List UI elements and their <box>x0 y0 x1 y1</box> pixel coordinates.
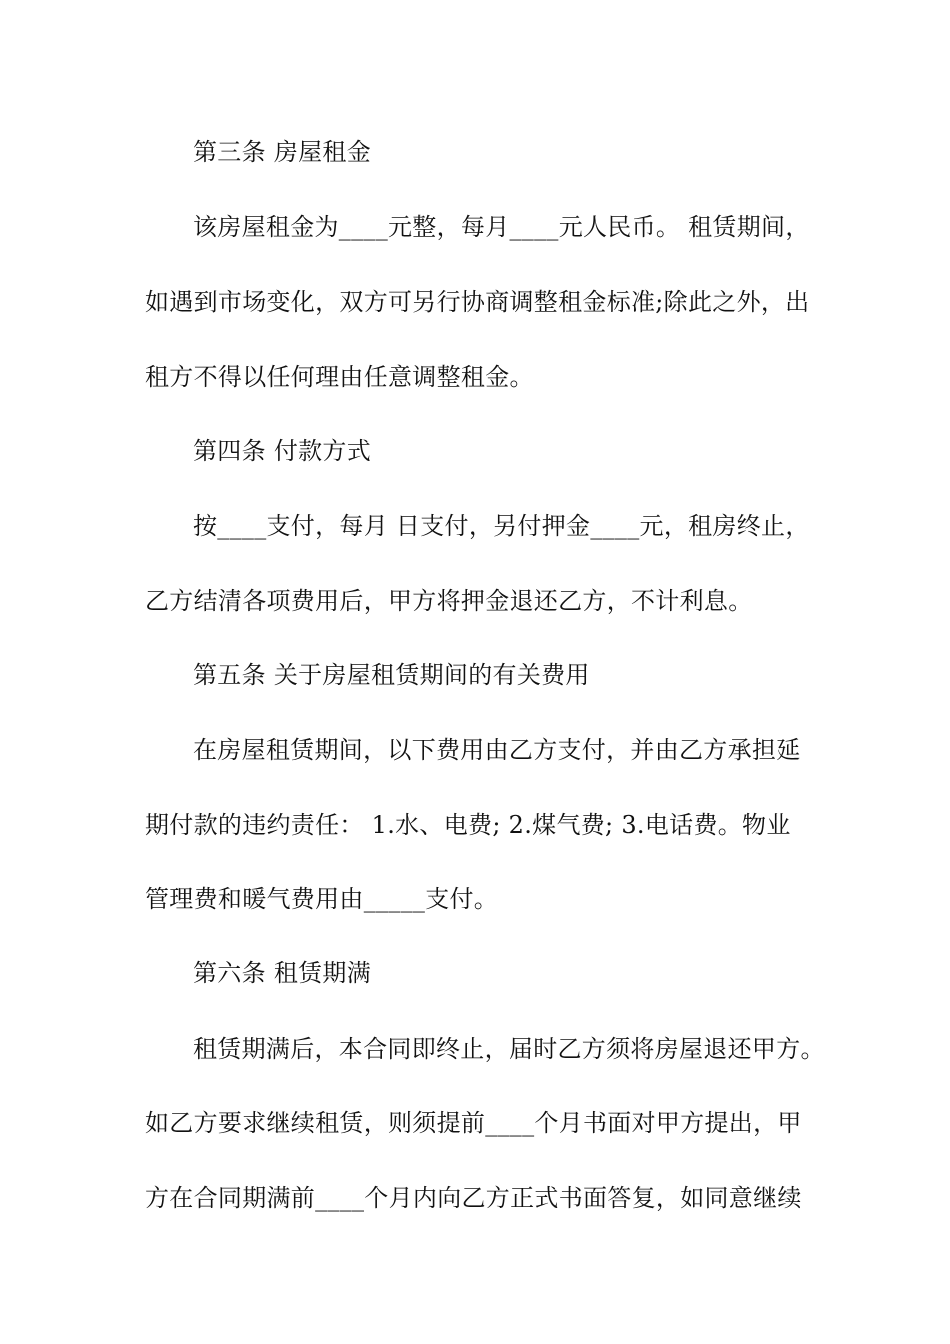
paragraph-line: 租方不得以任何理由任意调整租金。 <box>145 363 534 391</box>
article-3-heading: 第三条 房屋租金 <box>193 138 372 166</box>
paragraph-line: 租赁期满后，本合同即终止，届时乙方须将房屋退还甲方。 <box>193 1035 825 1063</box>
paragraph-line: 该房屋租金为____元整，每月____元人民币。 租赁期间， <box>193 213 810 241</box>
article-5-heading: 第五条 关于房屋租赁期间的有关费用 <box>193 661 590 689</box>
article-6-heading: 第六条 租赁期满 <box>193 959 372 987</box>
article-4-heading: 第四条 付款方式 <box>193 437 372 465</box>
paragraph-line: 期付款的违约责任： 1.水、电费; 2.煤气费; 3.电话费。物业 <box>145 811 791 839</box>
paragraph-line: 管理费和暖气费用由_____支付。 <box>145 885 499 913</box>
paragraph-line: 按____支付，每月 日支付，另付押金____元，租房终止， <box>193 512 810 540</box>
paragraph-line: 乙方结清各项费用后，甲方将押金退还乙方，不计利息。 <box>145 587 753 615</box>
paragraph-line: 方在合同期满前____个月内向乙方正式书面答复，如同意继续 <box>145 1184 802 1212</box>
paragraph-line: 如乙方要求继续租赁，则须提前____个月书面对甲方提出，甲 <box>145 1109 802 1137</box>
paragraph-line: 如遇到市场变化，双方可另行协商调整租金标准;除此之外，出 <box>145 288 810 316</box>
paragraph-line: 在房屋租赁期间，以下费用由乙方支付，并由乙方承担延 <box>193 736 801 764</box>
